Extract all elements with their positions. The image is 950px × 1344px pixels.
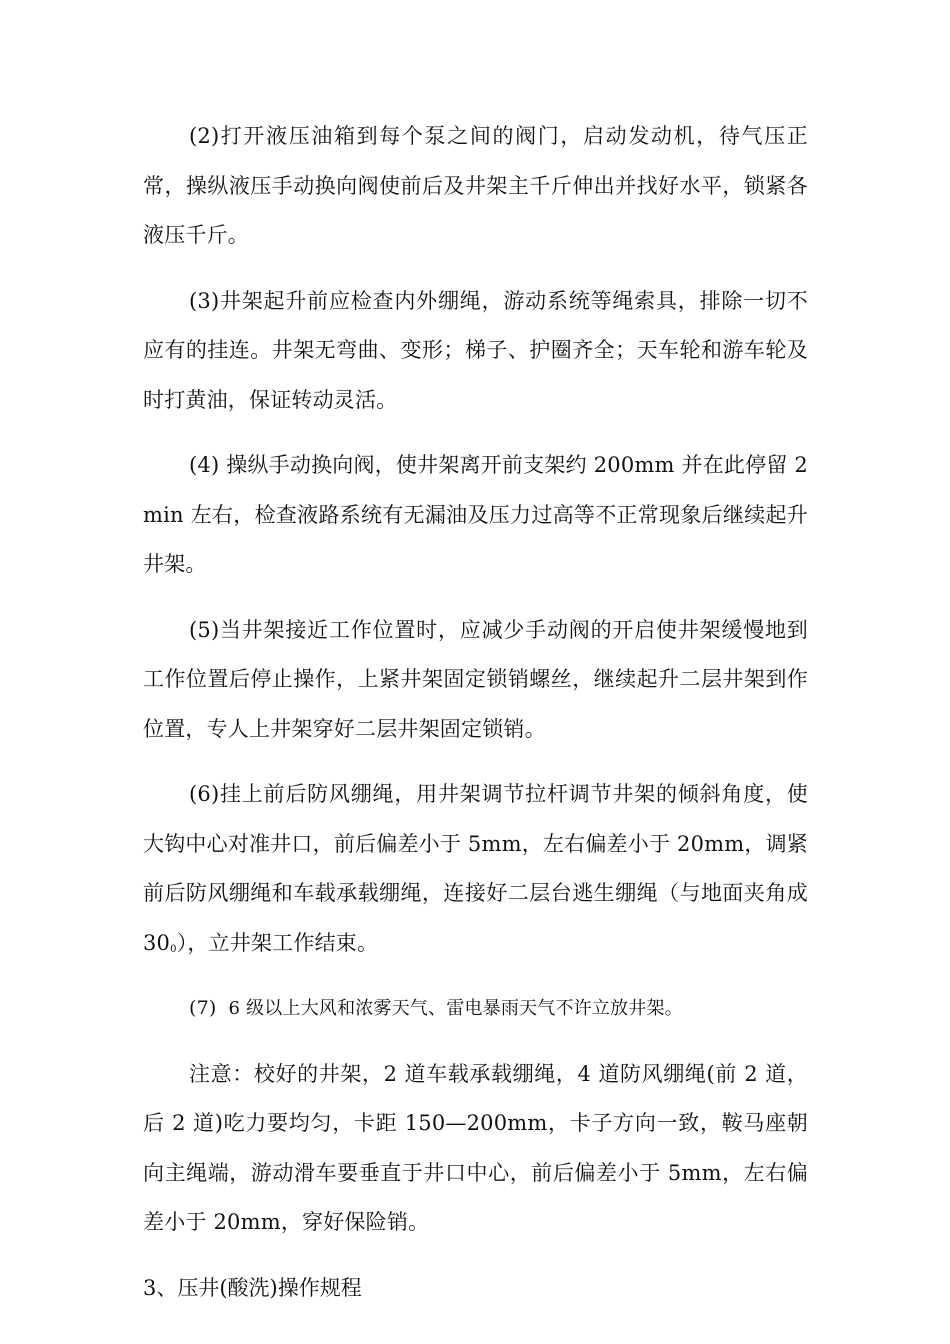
paragraph-step-7 <box>143 984 808 1034</box>
paragraph-step-3: (3)井架起升前应检查内外绷绳，游动系统等绳索具，排除一切不应有的挂连。井架无弯曲、变形；梯子、护圈齐全；天车轮和游车轮及时打黄油，保证转动灵活。 <box>143 288 808 412</box>
paragraph-note: 注意：校好的井架，2 道车载承载绷绳，4 道防风绷绳(前 2 道，后 2 道)吃力要均匀，卡距 150—200mm，卡子方向一致，鞍马座朝向主绳端，游动滑车要垂直于井口中心，前后偏差小于 5mm，左右偏差小于 20mm，穿好保险销。 <box>143 1061 808 1234</box>
section-heading: 3、压井(酸洗)操作规程 <box>143 1275 362 1300</box>
paragraph-step-6-text: (6)挂上前后防风绷绳，用井架调节拉杆调节井架的倾斜角度，使大钩中心对准井口，前后偏差小于 5mm，左右偏差小于 20mm，调紧前后防风绷绳和车载承载绷绳，连接好二层台逃生绷绳（与地面夹角成 30 <box>143 782 808 955</box>
degree-mark: 0 <box>170 943 177 955</box>
paragraph-step-5: (5)当井架接近工作位置时，应减少手动阀的开启使井架缓慢地到工作位置后停止操作，上紧井架固定锁销螺丝，继续起升二层井架到作位置，专人上井架穿好二层井架固定锁销。 <box>143 617 808 741</box>
paragraph-step-2: (2)打开液压油箱到每个泵之间的阀门，启动发动机，待气压正常，操纵液压手动换向阀使前后及井架主千斤伸出并找好水平，锁紧各液压千斤。 <box>143 124 808 247</box>
paragraph-step-6-text-end: ），立井架工作结束。 <box>176 930 379 955</box>
paragraph-step-6 <box>143 770 808 968</box>
paragraph-step-4: (4) 操纵手动换向阀，使井架离开前支架约 200mm 并在此停留 2min 左右，检查液路系统有无漏油及压力过高等不正常现象后继续起升井架。 <box>143 453 808 576</box>
paragraph-step-7-text: 6 级以上大风和浓雾天气、雷电暴雨天气不许立放井架。 <box>228 998 683 1019</box>
paragraph-step-7-number: (7) <box>189 997 217 1019</box>
document-body <box>143 112 808 1313</box>
